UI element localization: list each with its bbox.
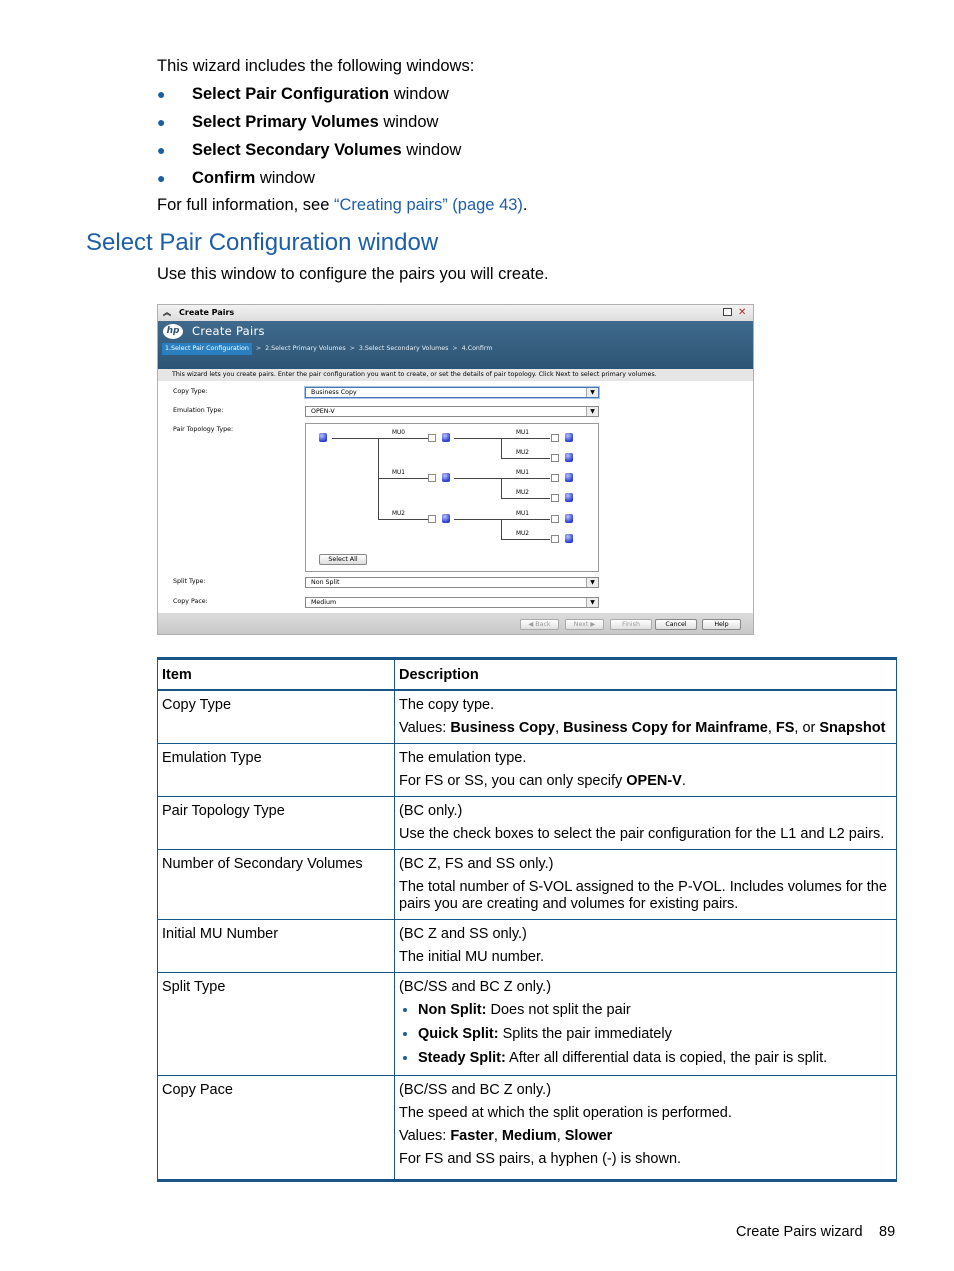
- mu-label: MU0: [392, 430, 405, 436]
- window-title: Create Pairs: [179, 308, 235, 317]
- bullet-bold: Select Pair Configuration: [192, 85, 390, 103]
- wizard-instruction: This wizard lets you create pairs. Enter the pair configuration you want to create, or set the details of pair topology. Click Next to select primary volumes.: [158, 369, 753, 381]
- table-row: [158, 690, 897, 744]
- cancel-button[interactable]: Cancel: [655, 619, 697, 630]
- page-number: 89: [879, 1224, 896, 1240]
- table-row: [158, 744, 897, 797]
- step: 2.Select Primary Volumes: [265, 345, 346, 352]
- connector-line: [454, 478, 550, 479]
- chevron-down-icon[interactable]: ▼: [586, 598, 598, 607]
- volume-icon: [319, 433, 327, 442]
- description-line: The initial MU number.: [399, 949, 545, 965]
- bullet-icon: ●: [157, 86, 166, 102]
- description-line: The emulation type.: [399, 750, 527, 766]
- description-line: Use the check boxes to select the pair configuration for the L1 and L2 pairs.: [399, 826, 885, 842]
- emulation-type-value: OPEN-V: [311, 408, 335, 415]
- wizard-steps: [162, 343, 493, 355]
- table-row: [158, 850, 897, 920]
- description-cell: [395, 973, 897, 1076]
- wizard-footer: [158, 613, 753, 635]
- mu-label: MU1: [392, 470, 405, 476]
- bullet-bold: Select Primary Volumes: [192, 113, 379, 131]
- copy-type-value: Business Copy: [311, 389, 357, 396]
- bullet-rest: window: [389, 85, 449, 103]
- next-button[interactable]: Next ▶: [565, 619, 604, 630]
- copy-type-select[interactable]: [305, 387, 599, 398]
- list-item: • Quick Split: Splits the pair immediately: [418, 1026, 892, 1043]
- mu-label: MU2: [516, 450, 529, 456]
- description-line: (BC Z, FS and SS only.): [399, 856, 554, 872]
- step-sep: >: [255, 345, 262, 352]
- maximize-icon[interactable]: [723, 308, 732, 316]
- item-cell: Number of Secondary Volumes: [158, 850, 395, 920]
- list-item: • Non Split: Does not split the pair: [418, 1002, 892, 1019]
- close-icon[interactable]: ✕: [738, 307, 747, 318]
- table-row: [158, 1076, 897, 1181]
- footer-title: Create Pairs wizard: [736, 1224, 863, 1240]
- topology-label: Pair Topology Type:: [173, 426, 234, 433]
- description-table: [157, 657, 897, 1182]
- connector-line: [378, 478, 428, 479]
- description-line: For FS or SS, you can only specify OPEN-V.: [399, 773, 686, 789]
- description-cell: [395, 744, 897, 797]
- mu1-checkbox[interactable]: [428, 474, 436, 482]
- l2-checkbox[interactable]: [551, 454, 559, 462]
- table-row: [158, 797, 897, 850]
- bullet-icon: ●: [157, 114, 166, 130]
- mu-label: MU2: [516, 490, 529, 496]
- description-line: (BC only.): [399, 803, 463, 819]
- volume-icon: [565, 534, 573, 543]
- select-all-button[interactable]: Select All: [319, 554, 367, 565]
- mu-label: MU1: [516, 511, 529, 517]
- list-item: • Steady Split: After all differential data is copied, the pair is split.: [418, 1050, 892, 1067]
- copy-type-label: Copy Type:: [173, 388, 208, 395]
- volume-icon: [565, 453, 573, 462]
- help-button[interactable]: Help: [702, 619, 741, 630]
- step-sep: >: [349, 345, 355, 352]
- info-prefix: For full information, see: [157, 196, 334, 214]
- split-type-select[interactable]: [305, 577, 599, 588]
- intro-lead: This wizard includes the following windows:: [157, 57, 475, 75]
- description-line: The copy type.: [399, 697, 495, 713]
- step: 3.Select Secondary Volumes: [358, 345, 449, 352]
- chevron-down-icon[interactable]: ▼: [586, 388, 598, 397]
- mu0-checkbox[interactable]: [428, 434, 436, 442]
- mu-label: MU2: [392, 511, 405, 517]
- hp-logo: hp: [163, 324, 183, 339]
- volume-icon: [565, 493, 573, 502]
- connector-line: [454, 519, 550, 520]
- connector-line: [501, 519, 502, 539]
- description-line: (BC/SS and BC Z only.): [399, 979, 552, 995]
- bullet-bold: Confirm: [192, 169, 256, 187]
- emulation-type-select[interactable]: [305, 406, 599, 417]
- mu-label: MU1: [516, 470, 529, 476]
- l2-checkbox[interactable]: [551, 535, 559, 543]
- table-header-row: [158, 659, 897, 691]
- wizard-banner: [158, 321, 753, 369]
- description-cell: [395, 1076, 897, 1181]
- l2-checkbox[interactable]: [551, 515, 559, 523]
- back-button[interactable]: ◀ Back: [520, 619, 559, 630]
- description-cell: [395, 690, 897, 744]
- connector-line: [378, 519, 428, 520]
- connector-line: [332, 438, 428, 439]
- description-line: The total number of S-VOL assigned to the P-VOL. Includes volumes for the pairs you are creating and volumes for existing pairs.: [399, 879, 887, 912]
- collapse-icon[interactable]: ︽: [163, 308, 171, 317]
- split-type-value: Non Split: [311, 579, 340, 586]
- chevron-down-icon[interactable]: ▼: [586, 407, 598, 416]
- description-line: Values: Business Copy, Business Copy for Mainframe, FS, or Snapshot: [399, 720, 886, 736]
- item-cell: Split Type: [158, 973, 395, 1076]
- window-titlebar: [158, 305, 753, 321]
- pair-topology-panel: [305, 423, 599, 572]
- l2-checkbox[interactable]: [551, 434, 559, 442]
- item-cell: Initial MU Number: [158, 920, 395, 973]
- creating-pairs-link[interactable]: “Creating pairs” (page 43): [334, 196, 523, 214]
- description-line: The speed at which the split operation is performed.: [399, 1105, 732, 1121]
- section-lead: Use this window to configure the pairs you will create.: [157, 265, 549, 283]
- column-header: Item: [158, 659, 395, 691]
- description-cell: [395, 797, 897, 850]
- l2-checkbox[interactable]: [551, 494, 559, 502]
- volume-icon: [442, 473, 450, 482]
- copy-pace-value: Medium: [311, 599, 337, 606]
- copy-pace-label: Copy Pace:: [173, 598, 208, 605]
- volume-icon: [565, 433, 573, 442]
- bullet-rest: window: [378, 113, 439, 131]
- connector-line: [501, 539, 550, 540]
- volume-icon: [442, 514, 450, 523]
- bullet-icon: ●: [157, 170, 166, 186]
- banner-title: Create Pairs: [192, 324, 265, 338]
- item-cell: Emulation Type: [158, 744, 395, 797]
- table-row: [158, 973, 897, 1076]
- connector-line: [501, 498, 550, 499]
- step-sep: >: [452, 345, 458, 352]
- finish-button[interactable]: Finish: [610, 619, 652, 630]
- step-current: 1.Select Pair Configuration: [162, 343, 252, 355]
- create-pairs-screenshot: [157, 304, 754, 635]
- mu-label: MU1: [516, 430, 529, 436]
- section-title: Select Pair Configuration window: [86, 229, 439, 256]
- item-cell: Copy Type: [158, 690, 395, 744]
- description-line: Values: Faster, Medium, Slower: [399, 1128, 613, 1144]
- item-cell: Pair Topology Type: [158, 797, 395, 850]
- volume-icon: [565, 473, 573, 482]
- bullet-rest: window: [401, 141, 462, 159]
- mu2-checkbox[interactable]: [428, 515, 436, 523]
- emulation-type-label: Emulation Type:: [173, 407, 224, 414]
- l2-checkbox[interactable]: [551, 474, 559, 482]
- description-line: (BC/SS and BC Z only.): [399, 1082, 552, 1098]
- connector-line: [454, 438, 550, 439]
- column-header: Description: [395, 659, 897, 691]
- bullet-rest: window: [255, 169, 315, 187]
- table-row: [158, 920, 897, 973]
- step: 4.Confirm: [461, 345, 493, 352]
- mu-label: MU2: [516, 531, 529, 537]
- description-line: For FS and SS pairs, a hyphen (-) is shown.: [399, 1151, 682, 1167]
- description-line: (BC Z and SS only.): [399, 926, 527, 942]
- chevron-down-icon[interactable]: ▼: [586, 578, 598, 587]
- connector-line: [501, 478, 502, 498]
- connector-line: [501, 458, 550, 459]
- info-suffix: .: [522, 196, 528, 214]
- bullet-icon: ●: [157, 142, 166, 158]
- info-line: [157, 195, 528, 215]
- split-type-label: Split Type:: [173, 578, 206, 585]
- connector-line: [501, 438, 502, 458]
- volume-icon: [565, 514, 573, 523]
- description-cell: [395, 850, 897, 920]
- description-cell: [395, 920, 897, 973]
- item-cell: Copy Pace: [158, 1076, 395, 1181]
- copy-pace-select[interactable]: [305, 597, 599, 608]
- volume-icon: [442, 433, 450, 442]
- split-type-list: [399, 1002, 892, 1067]
- bullet-bold: Select Secondary Volumes: [192, 141, 402, 159]
